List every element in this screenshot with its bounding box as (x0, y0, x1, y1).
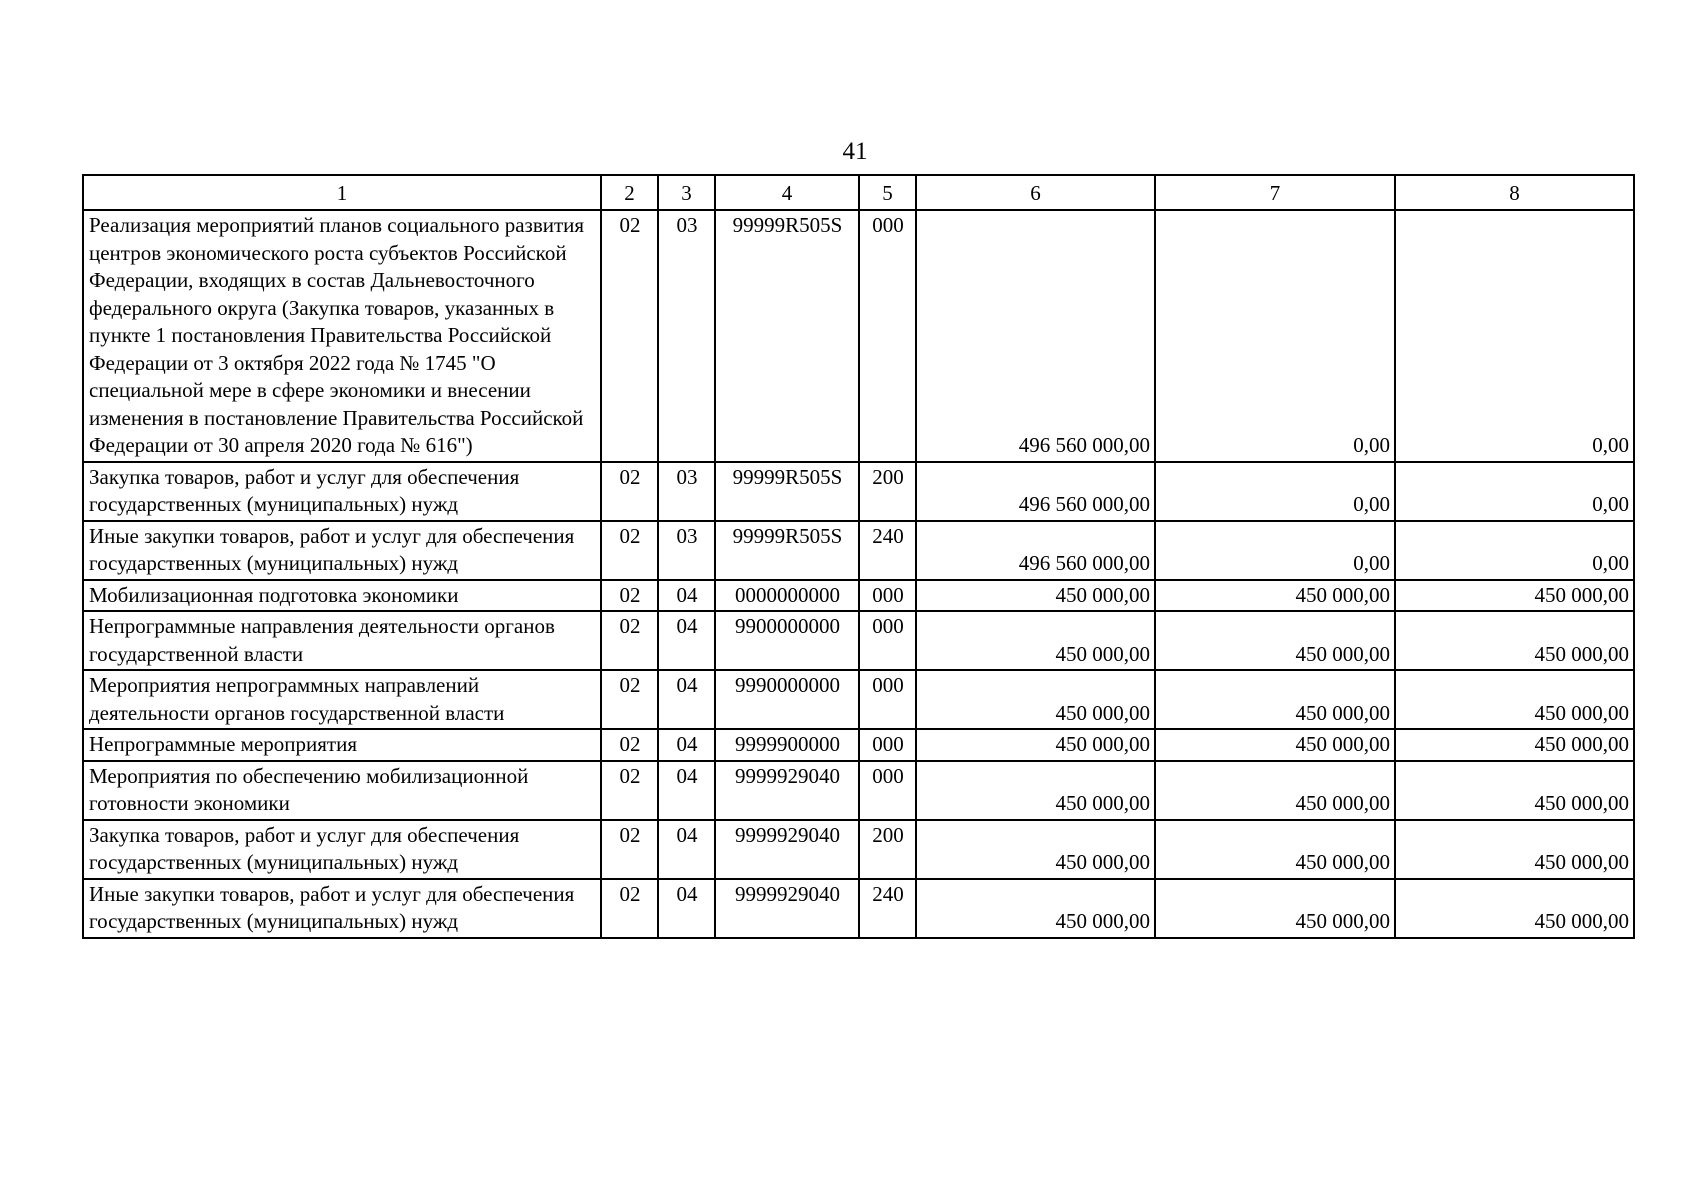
amount-col-6: 496 560 000,00 (916, 210, 1155, 462)
amount-col-6: 496 560 000,00 (916, 462, 1155, 521)
column-header: 5 (859, 175, 916, 210)
row-description: Непрограммные мероприятия (83, 729, 601, 761)
subsection-code: 03 (658, 521, 715, 580)
expense-type-code: 200 (859, 462, 916, 521)
row-description: Иные закупки товаров, работ и услуг для обеспечения государственных (муниципальных) нужд (83, 879, 601, 938)
expense-type-code: 200 (859, 820, 916, 879)
table-row (83, 210, 1634, 462)
amount-col-8: 450 000,00 (1395, 879, 1634, 938)
section-code: 02 (601, 580, 658, 612)
section-code: 02 (601, 462, 658, 521)
amount-col-7: 0,00 (1155, 521, 1395, 580)
table-row (83, 580, 1634, 612)
row-description: Закупка товаров, работ и услуг для обеспечения государственных (муниципальных) нужд (83, 820, 601, 879)
row-description: Мероприятия по обеспечению мобилизационной готовности экономики (83, 761, 601, 820)
target-article-code: 99999R505S (715, 210, 859, 462)
target-article-code: 99999R505S (715, 521, 859, 580)
row-description: Реализация мероприятий планов социального развития центров экономического роста субъектов Российской Федерации, входящих в состав Дальневосточного федерального округа (Закупка товаров, указанных в пункте 1 постановления Правительства Российской Федерации от 3 октября 2022 года № 1745 "О специальной мере в сфере экономики и внесении изменения в постановление Правительства Российской Федерации от 30 апреля 2020 года № 616") (83, 210, 601, 462)
expense-type-code: 000 (859, 611, 916, 670)
amount-col-8: 450 000,00 (1395, 611, 1634, 670)
table-row (83, 670, 1634, 729)
section-code: 02 (601, 879, 658, 938)
subsection-code: 04 (658, 670, 715, 729)
section-code: 02 (601, 210, 658, 462)
section-code: 02 (601, 729, 658, 761)
column-header: 4 (715, 175, 859, 210)
target-article-code: 9999929040 (715, 879, 859, 938)
section-code: 02 (601, 761, 658, 820)
table-row (83, 521, 1634, 580)
column-header: 2 (601, 175, 658, 210)
table-row (83, 462, 1634, 521)
row-description: Мероприятия непрограммных направлений деятельности органов государственной власти (83, 670, 601, 729)
row-description: Мобилизационная подготовка экономики (83, 580, 601, 612)
amount-col-6: 450 000,00 (916, 611, 1155, 670)
amount-col-7: 450 000,00 (1155, 879, 1395, 938)
column-header: 1 (83, 175, 601, 210)
amount-col-7: 0,00 (1155, 210, 1395, 462)
amount-col-7: 450 000,00 (1155, 820, 1395, 879)
row-description: Иные закупки товаров, работ и услуг для обеспечения государственных (муниципальных) нужд (83, 521, 601, 580)
row-description: Закупка товаров, работ и услуг для обеспечения государственных (муниципальных) нужд (83, 462, 601, 521)
amount-col-7: 450 000,00 (1155, 580, 1395, 612)
subsection-code: 04 (658, 761, 715, 820)
table-row (83, 611, 1634, 670)
subsection-code: 03 (658, 462, 715, 521)
column-header: 7 (1155, 175, 1395, 210)
column-header: 3 (658, 175, 715, 210)
amount-col-6: 450 000,00 (916, 580, 1155, 612)
expense-type-code: 000 (859, 210, 916, 462)
section-code: 02 (601, 670, 658, 729)
amount-col-6: 496 560 000,00 (916, 521, 1155, 580)
amount-col-7: 0,00 (1155, 462, 1395, 521)
target-article-code: 9990000000 (715, 670, 859, 729)
amount-col-8: 450 000,00 (1395, 761, 1634, 820)
table-row (83, 820, 1634, 879)
expense-type-code: 000 (859, 670, 916, 729)
subsection-code: 04 (658, 820, 715, 879)
table-header-row (83, 175, 1634, 210)
amount-col-6: 450 000,00 (916, 820, 1155, 879)
section-code: 02 (601, 611, 658, 670)
expense-type-code: 000 (859, 580, 916, 612)
amount-col-8: 450 000,00 (1395, 820, 1634, 879)
subsection-code: 04 (658, 611, 715, 670)
column-header: 8 (1395, 175, 1634, 210)
page-number: 41 (842, 138, 868, 165)
subsection-code: 04 (658, 580, 715, 612)
subsection-code: 03 (658, 210, 715, 462)
amount-col-7: 450 000,00 (1155, 611, 1395, 670)
subsection-code: 04 (658, 879, 715, 938)
expense-type-code: 240 (859, 521, 916, 580)
target-article-code: 9900000000 (715, 611, 859, 670)
amount-col-6: 450 000,00 (916, 879, 1155, 938)
amount-col-8: 450 000,00 (1395, 580, 1634, 612)
expense-type-code: 240 (859, 879, 916, 938)
target-article-code: 9999929040 (715, 820, 859, 879)
target-article-code: 9999929040 (715, 761, 859, 820)
section-code: 02 (601, 521, 658, 580)
section-code: 02 (601, 820, 658, 879)
amount-col-8: 450 000,00 (1395, 729, 1634, 761)
row-description: Непрограммные направления деятельности органов государственной власти (83, 611, 601, 670)
target-article-code: 9999900000 (715, 729, 859, 761)
amount-col-6: 450 000,00 (916, 729, 1155, 761)
column-header: 6 (916, 175, 1155, 210)
expense-type-code: 000 (859, 729, 916, 761)
target-article-code: 0000000000 (715, 580, 859, 612)
table-row (83, 879, 1634, 938)
amount-col-7: 450 000,00 (1155, 729, 1395, 761)
amount-col-7: 450 000,00 (1155, 670, 1395, 729)
target-article-code: 99999R505S (715, 462, 859, 521)
amount-col-8: 0,00 (1395, 462, 1634, 521)
budget-table (82, 174, 1635, 939)
table-row (83, 761, 1634, 820)
amount-col-7: 450 000,00 (1155, 761, 1395, 820)
amount-col-8: 450 000,00 (1395, 670, 1634, 729)
expense-type-code: 000 (859, 761, 916, 820)
amount-col-6: 450 000,00 (916, 761, 1155, 820)
amount-col-8: 0,00 (1395, 210, 1634, 462)
table-row (83, 729, 1634, 761)
amount-col-6: 450 000,00 (916, 670, 1155, 729)
amount-col-8: 0,00 (1395, 521, 1634, 580)
subsection-code: 04 (658, 729, 715, 761)
